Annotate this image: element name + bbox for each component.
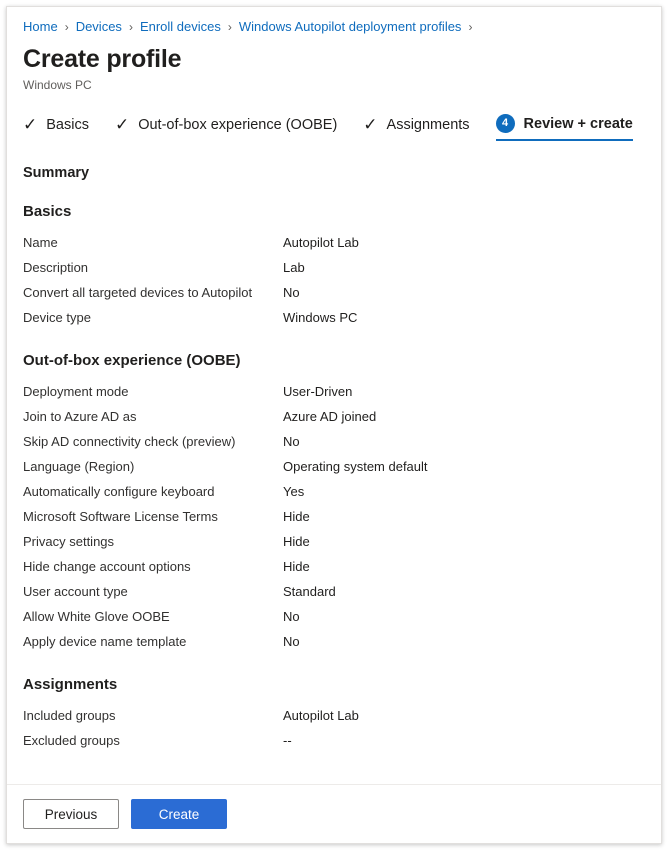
table-row [23,454,645,479]
check-icon: ✓ [363,115,378,134]
tab-review-create[interactable] [496,114,633,141]
table-row [23,479,645,504]
breadcrumb-item-autopilot-profiles[interactable]: Windows Autopilot deployment profiles [238,19,462,34]
row-value: No [283,609,300,624]
create-profile-window [6,6,662,844]
row-key: Device type [23,310,91,325]
section-title-oobe: Out-of-box experience (OOBE) [23,352,241,369]
row-value: Windows PC [283,310,358,325]
table-row [23,703,645,728]
tab-basics[interactable] [23,116,89,141]
summary-table-assignments [23,703,645,753]
summary-content [7,141,661,784]
row-key: Microsoft Software License Terms [23,509,218,524]
table-row [23,404,645,429]
breadcrumb-item-devices[interactable]: Devices [75,19,122,34]
row-value: Lab [283,260,305,275]
table-row [23,728,645,753]
section-title-assignments: Assignments [23,676,118,693]
row-value: No [283,634,300,649]
breadcrumb-item-home[interactable]: Home [23,19,58,34]
table-row [23,554,645,579]
row-value: Autopilot Lab [283,235,359,250]
row-value: Hide [283,559,310,574]
step-number-badge: 4 [496,114,515,133]
row-value: Hide [283,509,310,524]
table-row [23,579,645,604]
row-key: Name [23,235,58,250]
row-value: No [283,285,300,300]
row-key: Deployment mode [23,384,129,399]
row-key: Convert all targeted devices to Autopilot [23,285,253,300]
breadcrumb-separator-icon: › [227,19,232,34]
wizard-steps [7,114,661,141]
row-key: Skip AD connectivity check (preview) [23,434,236,449]
tab-review-create-label: Review + create [523,115,633,132]
section-title-basics: Basics [23,203,72,220]
summary-table-oobe [23,379,645,654]
title-block [7,40,661,92]
content-spacer [23,753,645,767]
previous-button[interactable]: Previous [23,799,119,829]
breadcrumb-separator-icon: › [128,19,133,34]
footer-actions [7,784,661,843]
tab-oobe[interactable] [115,116,337,141]
row-key: Included groups [23,708,116,723]
breadcrumb-item-enroll-devices[interactable]: Enroll devices [139,19,221,34]
row-key: Language (Region) [23,459,135,474]
row-value: No [283,434,300,449]
summary-table-basics [23,230,645,330]
row-key: Privacy settings [23,534,115,549]
table-row [23,255,645,280]
row-key: Excluded groups [23,733,120,748]
table-row [23,429,645,454]
row-key: Apply device name template [23,634,187,649]
row-value: -- [283,733,292,748]
breadcrumb-separator-icon: › [64,19,69,34]
tab-oobe-label: Out-of-box experience (OOBE) [138,116,338,133]
table-row [23,604,645,629]
table-row [23,305,645,330]
row-key: Hide change account options [23,559,191,574]
table-row [23,629,645,654]
row-value: Yes [283,484,305,499]
breadcrumb [7,7,661,40]
row-key: Automatically configure keyboard [23,484,215,499]
table-row [23,230,645,255]
breadcrumb-separator-icon: › [468,19,473,34]
check-icon: ✓ [114,115,130,134]
row-value: Hide [283,534,310,549]
table-row [23,529,645,554]
table-row [23,504,645,529]
table-row [23,280,645,305]
check-icon: ✓ [23,115,38,134]
row-value: User-Driven [283,384,353,399]
row-key: User account type [23,584,128,599]
tab-basics-label: Basics [46,116,89,133]
row-value: Azure AD joined [283,409,377,424]
row-value: Standard [283,584,336,599]
page-subtitle: Windows PC [23,78,92,92]
table-row [23,379,645,404]
row-key: Join to Azure AD as [23,409,137,424]
tab-assignments-label: Assignments [386,116,470,133]
row-value: Operating system default [283,459,428,474]
row-value: Autopilot Lab [283,708,359,723]
tab-assignments[interactable] [363,116,469,141]
create-button[interactable]: Create [131,799,227,829]
summary-heading: Summary [23,165,90,181]
row-key: Description [23,260,89,275]
row-key: Allow White Glove OOBE [23,609,170,624]
page-title: Create profile [23,45,182,73]
